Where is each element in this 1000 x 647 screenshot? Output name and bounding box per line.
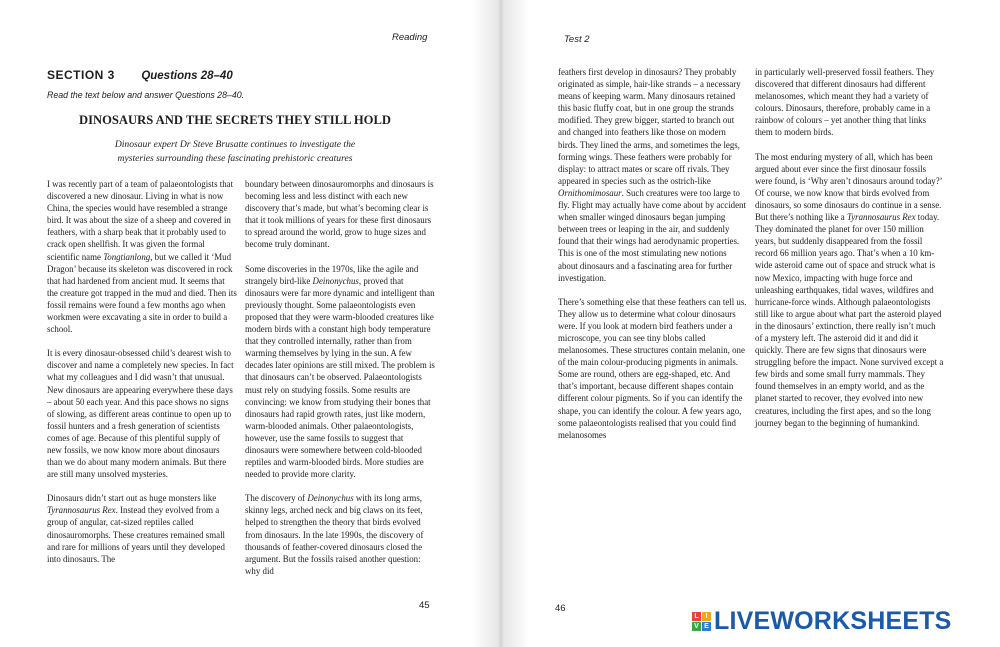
paragraph: boundary between dinosauromorphs and dinosaurs is becoming less and less distinct with each new discovery that’s made, but what’s becoming clear is that it took millions of years for these first dinosaurs to spread around the world, grow to huge sizes and become truly dominant. [245, 179, 434, 250]
liveworksheets-watermark [692, 607, 952, 636]
book-spine [472, 0, 530, 647]
column-2 [245, 178, 435, 589]
left-page-number: 45 [419, 600, 430, 611]
species-name: Deinonychus [307, 493, 354, 504]
column-4 [755, 66, 945, 441]
article-subtitle-line-2: mysteries surrounding these fascinating prehistoric creatures [117, 152, 353, 164]
logo-letter-l: L [692, 612, 701, 621]
section-label: SECTION 3 [47, 68, 115, 82]
logo-letter-i: I [702, 612, 711, 621]
paragraph: Some discoveries in the 1970s, like the agile and strangely bird-like Deinonychus, proved that dinosaurs were far more dynamic and intelligent than previously thought. Some palaeontologists even proposed that they were warm-blooded creatures like modern birds with a constant high body temperature that they controlled internally, rather than from warming themselves by lying in the sun. A few decades later opinions are still mixed. The problem is that dinosaurs can’t be observed. Palaeontologists must rely on studying fossils. Some results are convincing: we know from studying their bones that dinosaurs had rapid growth rates, just like modern, warm-blooded animals. Other palaeontologists, however, use the same fossils to suggest that dinosaurs were somewhere between cold-blooded reptiles and warm-blooded birds. More studies are needed to provide more clarity. [245, 263, 435, 480]
liveworksheets-wordmark: LIVEWORKSHEETS [714, 607, 952, 635]
section-questions: Questions 28–40 [141, 70, 233, 82]
article-subtitle-line-1: Dinosaur expert Dr Steve Brusatte continues to investigate the [114, 139, 356, 150]
section-heading [47, 66, 233, 84]
column-3 [558, 66, 748, 453]
section-instruction: Read the text below and answer Questions 28–40. [47, 90, 245, 100]
species-name: Ornithomimosaur [558, 187, 622, 198]
species-name: Tyrannosaurus Rex [846, 212, 916, 223]
paragraph: The discovery of Deinonychus with its long arms, skinny legs, arched neck and big claws on its feet, helped to strengthen the theory that birds evolved from dinosaurs. In the late 1990s, the discovery of thousands of feather-covered dinosaurs closed the argument. But the fossils raised another question: why did [245, 493, 424, 576]
paragraph: Dinosaurs didn’t start out as huge monsters like Tyrannosaurus Rex. Instead they evolved from a group of angular, cat-sized reptiles called dinosauromorphs. These creatures remained small and rare for millions of years until they developed into dinosaurs. The [47, 493, 226, 564]
article-subtitle [40, 138, 430, 165]
paragraph: in particularly well-preserved fossil feathers. They discovered that different dinosaurs had different melanosomes, which meant they had a variety of colours. Dinosaurs, therefore, probably came in a rainbow of colours – yet another thing that links them to modern birds. [755, 67, 935, 138]
right-page-number: 46 [555, 603, 566, 614]
liveworksheets-logo-icon [692, 612, 711, 631]
species-name: Tyrannosaurus Rex [47, 505, 116, 516]
species-name: Tongtianlong [103, 251, 151, 262]
right-running-head: Test 2 [564, 34, 590, 45]
left-running-head: Reading [392, 32, 428, 43]
species-name: Deinonychus [312, 275, 359, 286]
paragraph: There’s something else that these feathers can tell us. They allow us to determine what colour dinosaurs were. If you look at modern bird feathers under a microscope, you can see tiny blobs called melanosomes. These structures contain melanin, one of the main colour-producing pigments in animals. Some are round, others are egg-shaped, etc. And that’s important, because different shapes contain different colour pigments. So if you can identify the shape, you can identify the colour. A few years ago, some palaeontologists realised that you could find melanosomes [558, 296, 747, 440]
paragraph: I was recently part of a team of palaeontologists that discovered a new dinosaur. Living in what is now China, the species would have resembled a strange bird. It was about the size of a sheep and covered in feathers, with a sharp beak that it probably used to crack open shellfish. It was given the formal scientific name Tongtianlong, but we called it ‘Mud Dragon’ because its skeleton was discovered in rock that had hardened from ancient mud. It seems that the creature got trapped in the mud and died. Then its fossil remains were found a few months ago when workmen were excavating a site in order to build a school. [47, 179, 237, 335]
logo-letter-v: V [692, 622, 701, 631]
column-1 [47, 178, 237, 577]
logo-letter-e: E [702, 622, 711, 631]
article-title: DINOSAURS AND THE SECRETS THEY STILL HOLD [79, 113, 391, 127]
paragraph: feathers first develop in dinosaurs? They probably originated as simple, hair-like strands – a necessary means of keeping warm. Many dinosaurs retained this basic fluffy coat, but in one group the strands modified. They grew bigger, started to branch out and changed into feathers like those on modern birds. They lined the arms, and sometimes the legs, forming wings. These feathers were probably for display: to attract mates or scare off rivals. They appeared in species such as the ostrich-like Ornithomimosaur. Such creatures were too large to fly. Flight may actually have come about by accident when smaller winged dinosaurs began jumping between trees or leaping in the air, and suddenly found that their wings had aerodynamic properties. This is one of the most stimulating new notions about dinosaurs and a fascinating area for further investigation. [558, 67, 746, 283]
paragraph: It is every dinosaur-obsessed child’s dearest wish to discover and name a completely new species. In fact what my colleagues and I did wasn’t that unusual. New dinosaurs are appearing everywhere these days – about 50 each year. And this pace shows no signs of slowing, as different areas continue to open up to fossil hunters and a fresh generation of scientists comes of age. Because of this plentiful supply of new fossils, we now know more about dinosaurs than we do about many modern animals. But there are still many unsolved mysteries. [47, 348, 234, 480]
paragraph: The most enduring mystery of all, which has been argued about ever since the first dinosaur fossils were found, is ‘Why aren’t dinosaurs around today?’ Of course, we now know that birds evolved from dinosaurs, so some dinosaurs do continue in a sense. But there’s nothing like a Tyrannosaurus Rex today. They dominated the planet for over 150 million years, but suddenly disappeared from the fossil record 66 million years ago. That’s when a 10 km-wide asteroid came out of space and struck what is now Mexico, impacting with huge force and unleashing earthquakes, tidal waves, wildfires and hurricane-force winds. Although palaeontologists still like to argue about what part the asteroid played in the dinosaurs’ extinction, there really isn’t much of a mystery left. The asteroid did it and did it quickly. There are few signs that dinosaurs were struggling before the impact. None survived except a few birds and some small furry mammals. They found themselves in an empty world, and as the planet started to recover, they evolved into new creatures, including the first apes, and so the long journey began to the beginning of humankind. [755, 151, 944, 428]
